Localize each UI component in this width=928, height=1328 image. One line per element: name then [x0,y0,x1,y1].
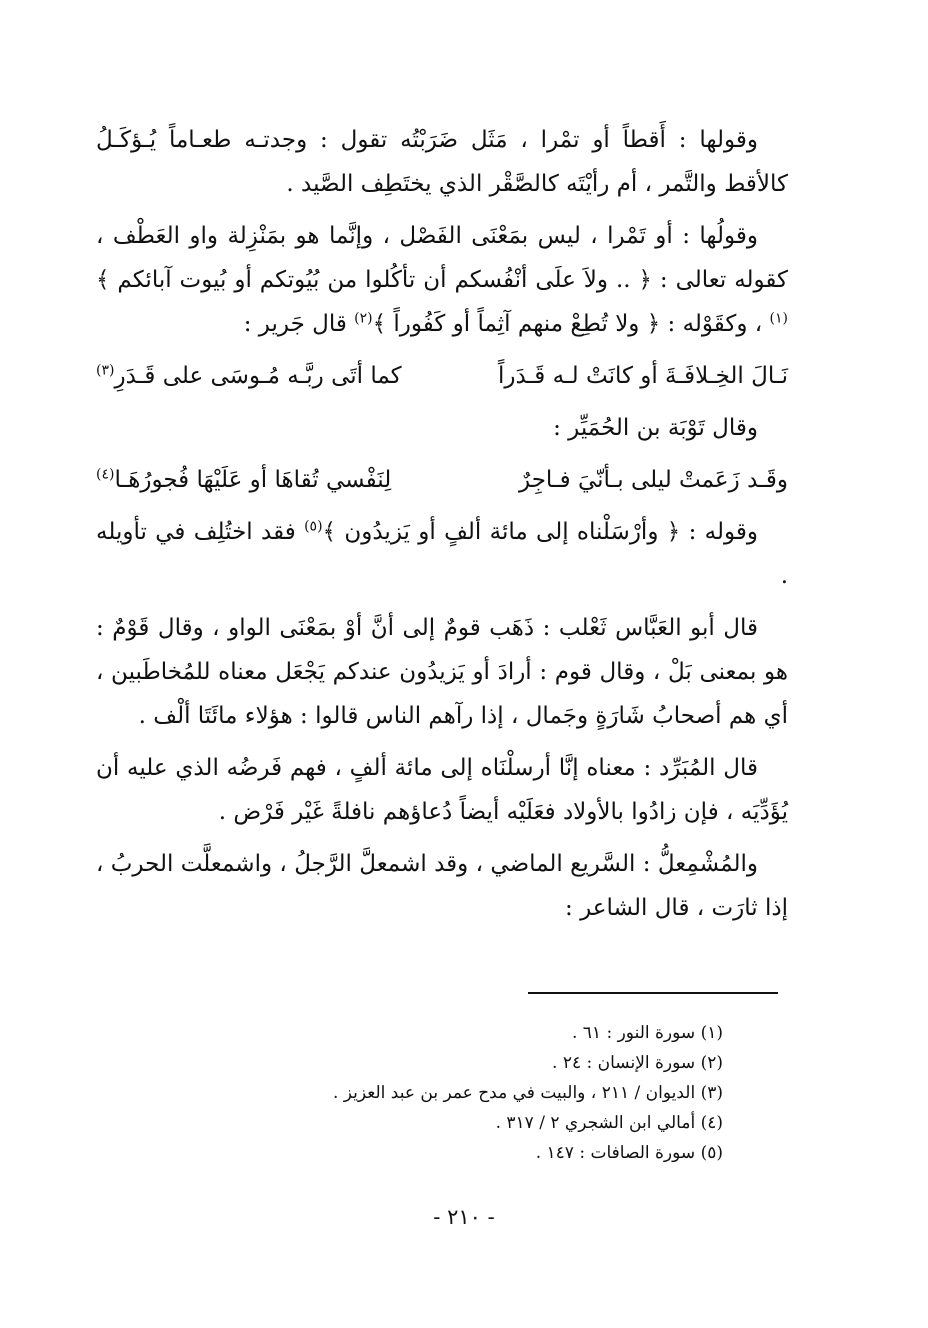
main-text [96,118,788,938]
paragraph-2-tail: قال جَرير : [243,311,355,337]
verse-2-second-text: لِنَفْسي تُقاهَا أو عَلَيْهَا فُجورُهَـا [114,467,392,493]
paragraph-3-text: وقوله : ﴿ وأرْسَلْناه إلى مائة ألفٍ أو يَزيدُون ﴾ [322,519,758,545]
paragraph-6: والمُشْمِعلُّ : السَّريع الماضي ، وقد اشمعلَّ الرَّجلُ ، واشمعلَّت الحربُ ، إذا ثارَت ، قال الشاعر : [96,851,788,921]
verse-2 [96,458,788,502]
paragraph-2-text: وقولُها : أو تَمْرا ، ليس بمَعْنَى الفَصْل ، وإنَّما هو بمَنْزِلة واو العَطْف ، كقوله تعالى : ﴿ .. ولاَ علَى أنْفُسكم أن تأكُلوا من بُيُوتكم أو بُيوت آبائكم ﴾ [96,223,788,293]
footnote-2: (٢) سورة الإنسان : ٢٤ . [552,1053,723,1073]
paragraph-2-mid: ، وكقَوْله : ﴿ ولا تُطِعْ منهم آثِماً أو كَفُوراً ﴾ [372,311,770,337]
verse-2-first-hemistich: وقَـد زَعَمتْ ليلى بـأنّيَ فـاجِرٌ [519,467,788,493]
verse-1-first-hemistich: نَـالَ الخِـلافَـةَ أو كانَتْ لـه قَـدَراً [497,363,788,389]
footnote-5: (٥) سورة الصافات : ١٤٧ . [535,1143,723,1163]
paragraph-1: وقولها : أَقطاً أو تمْرا ، مَثَل ضَرَبْتُه تقول : وجدتـه طعـاماً يُـؤكَـلُ كالأقط والتَّمر ، أم رأيْتَه كالصَّقْر الذي يختَطِف الصَّيد . [96,127,788,197]
paragraph-4: قال أبو العَبَّاس ثَعْلب : ذَهَب قومٌ إلى أنَّ أوْ بمَعْنَى الواو ، وقال قَوْمٌ : هو بمعنى بَلْ ، وقال قوم : أرادَ أو يَزيدُون عندكم يَجْعَل معناه للمُخاطَبين ، أي هم أصحابُ شَارَةٍ وجَمال ، إذا رآهم الناس قالوا : هؤلاء مائَتَا ألْف . [96,615,788,729]
footnote-ref-2: (٢) [354,310,373,327]
page-number: - ٢١٠ - [433,1205,495,1229]
paragraph-3 [96,510,788,598]
verse-1-second-text: كما أتَى ربَّـه مُـوسَى على قَـدَرِ [114,363,402,389]
paragraph-5: قال المُبَرِّد : معناه إنَّا أرسلْنَاه إلى مائة ألفٍ ، فهم فَرضُه الذي عليه أن يُؤَدِّيَه ، فإن زادُوا بالأولاد فعَلَيْه أيضاً دُعاؤهم نافلةً غَيْر فَرْض . [96,755,788,825]
verse-2-intro: وقال تَوْبَة بن الحُمَيِّر : [553,415,758,441]
paragraph-2 [96,214,788,346]
verse-2-second-hemistich [96,458,391,502]
verse-1 [96,354,788,398]
paragraph-3-tail: فقد اختُلِف في تأويله . [96,519,788,589]
footnote-ref-1: (١) [769,310,788,327]
footnote-separator [528,992,778,994]
footnote-ref-4: (٤) [96,466,115,483]
verse-1-second-hemistich [96,354,402,398]
footnote-ref-5: (٥) [304,518,323,535]
footnote-4: (٤) أمالي ابن الشجري ٢ / ٣١٧ . [495,1113,723,1133]
footnote-1: (١) سورة النور : ٦١ . [571,1023,723,1043]
footnote-ref-3: (٣) [96,362,115,379]
footnotes [200,1018,723,1168]
footnote-3: (٣) الديوان / ٢١١ ، والبيت في مدح عمر بن عبد العزيز . [332,1083,723,1103]
